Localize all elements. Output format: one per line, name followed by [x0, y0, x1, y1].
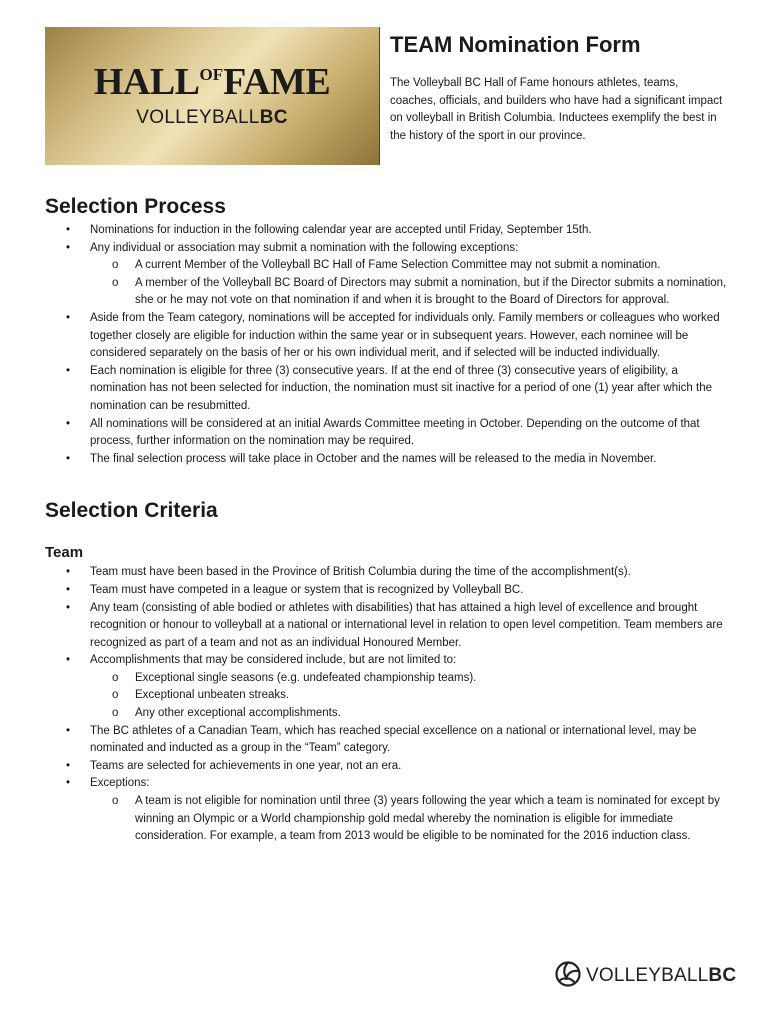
bullet-marker: •	[66, 311, 71, 324]
list-item-text: Nominations for induction in the following calendar year are accepted until Friday, September 15th.	[90, 224, 592, 236]
intro-paragraph: The Volleyball BC Hall of Fame honours athletes, teams, coaches, officials, and builders who have had a significant impact on volleyball in British Columbia. Inductees exemplify the best in the history of the sport in our province.	[390, 77, 723, 142]
sub-list-item-text: Exceptional single seasons (e.g. undefeated championship teams).	[135, 671, 477, 684]
list-item	[45, 240, 730, 310]
hall-of-fame-banner	[45, 27, 379, 165]
list-item	[45, 310, 730, 363]
footer-logo	[555, 961, 737, 991]
list-item	[45, 564, 730, 582]
list-item-text: The BC athletes of a Canadian Team, which has reached special excellence on a national or international level, may be nominated and inducted as a group in the “Team” category.	[90, 724, 697, 755]
list-item	[45, 222, 730, 240]
list-item	[45, 582, 730, 600]
sub-list-item-text: A team is not eligible for nomination until three (3) years following the year which a team is nominated for except by winning an Olympic or a World championship gold medal whereby the nomination is eligible for immediate consideration. For example, a team from 2013 would be eligible to be nominated for the 2016 induction class.	[135, 795, 720, 843]
sub-bullet-marker: o	[112, 259, 119, 272]
sub-list-item	[90, 257, 730, 275]
hall-of-fame-logo-text: $HALL^{OF}FAME$	[93, 61, 331, 103]
list-item	[45, 600, 730, 653]
bullet-marker: •	[66, 224, 71, 236]
bullet-marker: •	[66, 601, 71, 614]
bullet-marker: •	[66, 241, 71, 254]
list-item-text: All nominations will be considered at an initial Awards Committee meeting in October. Depending on the outcome of that process, further information on the nomination may be required.	[90, 417, 700, 448]
sub-bullet-marker: o	[112, 707, 119, 720]
sub-list	[90, 793, 730, 846]
list-item-text: Team must have competed in a league or system that is recognized by Volleyball BC.	[90, 583, 524, 596]
bullet-marker: •	[66, 417, 71, 430]
sub-list-item	[90, 793, 730, 846]
sub-bullet-marker: o	[112, 276, 119, 289]
bullet-marker: •	[66, 724, 71, 737]
bullet-marker: •	[66, 654, 71, 667]
selection-criteria-list	[45, 564, 730, 846]
sub-list-item	[90, 705, 730, 723]
sub-bullet-marker: o	[112, 671, 119, 684]
volleyball-icon	[555, 961, 581, 987]
list-item-text: Teams are selected for achievements in one year, not an era.	[90, 759, 402, 772]
list-item	[45, 775, 730, 845]
selection-criteria-heading: Selection Criteria	[45, 499, 218, 523]
list-item-text: Aside from the Team category, nominations will be accepted for individuals only. Family members or colleagues who worked together closely are eligible for induction within the same year or in subsequent years. However, each nominee will be considered separately on the basis of her or his own individual merit, and if selected will be inducted individually.	[90, 311, 720, 360]
bullet-marker: •	[66, 566, 71, 579]
sub-bullet-marker: o	[112, 795, 119, 808]
list-item-text: Any team (consisting of able bodied or athletes with disabilities) that has attained a high level of excellence and brought recognition or honour to volleyball at a national or international level in relation to open level competition. Team members are recognized as part of a team and not as an individual Honoured Member.	[90, 601, 723, 649]
list-item	[45, 758, 730, 776]
bullet-marker: •	[66, 777, 71, 790]
page-title: TEAM Nomination Form	[390, 32, 641, 57]
bullet-marker: •	[66, 452, 71, 465]
list-item-text: Exceptions:	[90, 777, 150, 790]
sub-bullet-marker: o	[112, 689, 119, 702]
page-header	[45, 27, 735, 167]
sub-list-item	[90, 670, 730, 688]
sub-list-item	[90, 275, 730, 310]
list-item	[45, 416, 730, 451]
sub-list-item-text: A current Member of the Volleyball BC Hall of Fame Selection Committee may not submit a nomination.	[135, 259, 661, 272]
selection-process-list	[45, 222, 730, 468]
list-item	[45, 723, 730, 758]
sub-list-item-text: A member of the Volleyball BC Board of Directors may submit a nomination, but if the Director submits a nomination, she or he may not vote on that nomination if and when it is brought to the Board of Directors for approval.	[135, 276, 727, 307]
sub-list-item-text: Any other exceptional accomplishments.	[135, 707, 341, 720]
header-divider	[379, 27, 380, 165]
sub-list-item	[90, 687, 730, 705]
team-subheading: Team	[45, 544, 84, 562]
sub-list	[90, 670, 730, 723]
list-item-text: Each nomination is eligible for three (3) consecutive years. If at the end of three (3) consecutive years of eligibility, a nomination has not been selected for induction, the nomination must sit inactive for a period of one (1) year after which the nomination can be resubmitted.	[90, 364, 712, 412]
list-item	[45, 652, 730, 722]
bullet-marker: •	[66, 759, 71, 772]
sub-list-item-text: Exceptional unbeaten streaks.	[135, 689, 290, 702]
list-item	[45, 451, 730, 469]
list-item-text: Any individual or association may submit a nomination with the following exceptions:	[90, 241, 519, 254]
main-content	[45, 192, 730, 846]
list-item-text: Accomplishments that may be considered include, but are not limited to:	[90, 654, 457, 667]
bullet-marker: •	[66, 364, 71, 377]
selection-process-heading: Selection Process	[45, 195, 226, 218]
sub-list	[90, 257, 730, 310]
list-item-text: The final selection process will take place in October and the names will be released to the media in November.	[90, 452, 657, 465]
bullet-marker: •	[66, 583, 71, 596]
list-item	[45, 363, 730, 416]
list-item-text: Team must have been based in the Province of British Columbia during the time of the accomplishment(s).	[90, 566, 631, 579]
volleyball-bc-logo-text: VOLLEYBALLBC	[136, 107, 288, 128]
footer-logo-text: VOLLEYBALLBC	[586, 965, 737, 986]
